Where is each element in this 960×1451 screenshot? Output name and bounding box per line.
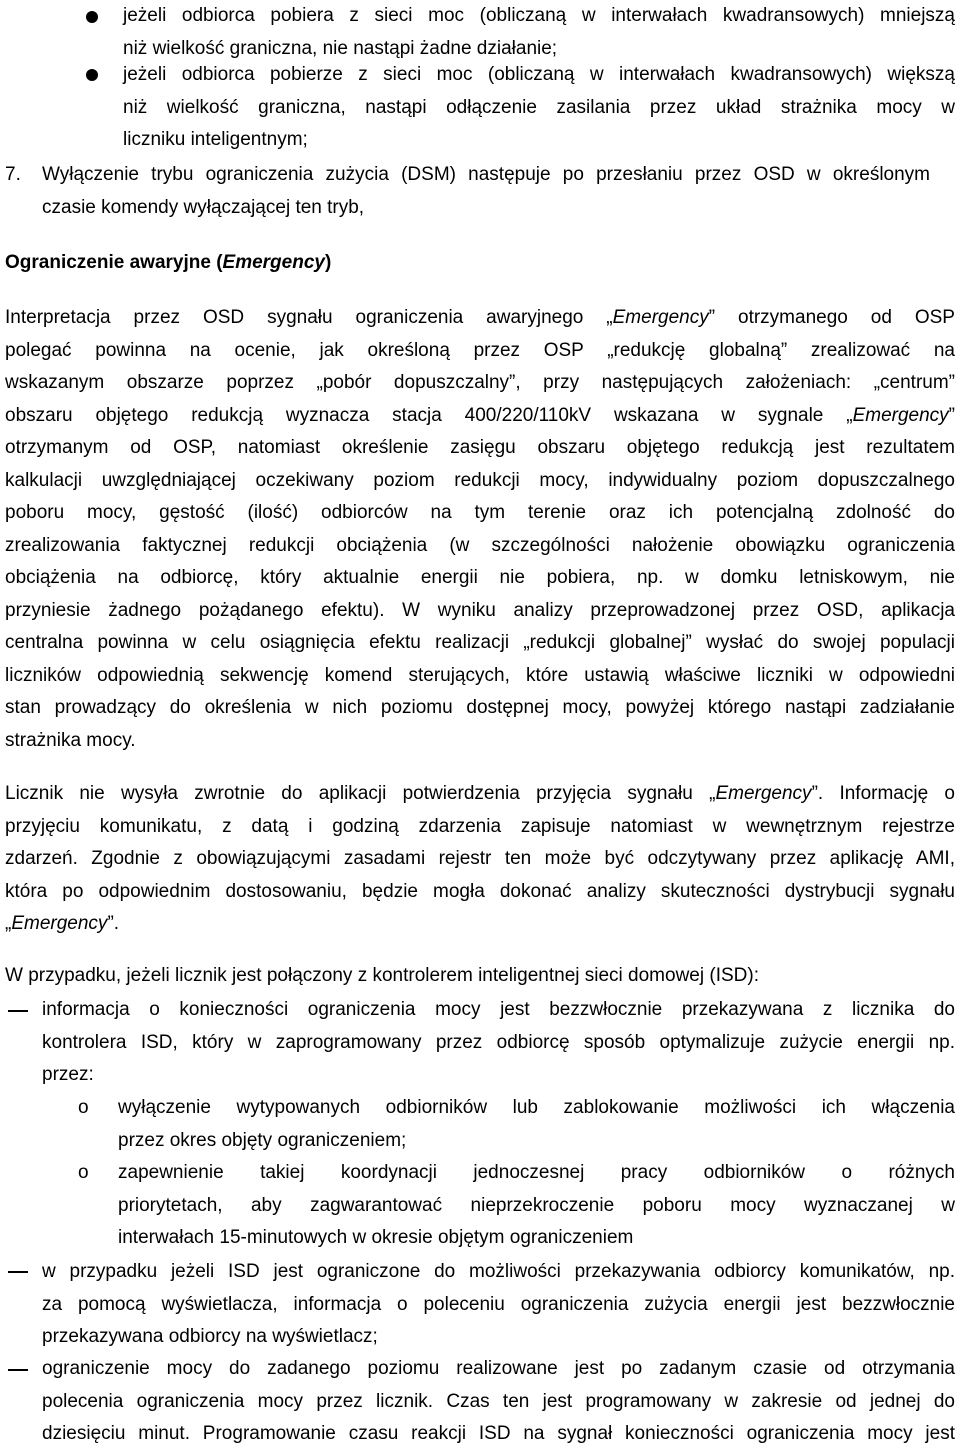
dash-item [42, 1353, 955, 1451]
section-heading [5, 252, 331, 274]
text-line: czasie komendy wyłączającej ten tryb, [42, 196, 365, 218]
bullet-item [123, 59, 955, 157]
text-line: Wyłączenie trybu ograniczenia zużycia (DSM) następuje po przesłaniu przez OSD w określonym [42, 164, 930, 185]
text-line: jeżeli odbiorca pobierze z sieci moc (obliczaną w interwałach kwadransowych) większą [123, 64, 955, 85]
text-line: polegać powinna na ocenie, jak określoną przez OSP „redukcję globalną” zrealizować na [5, 339, 955, 361]
text-line: niż wielkość graniczna, nie nastąpi żadne działanie; [123, 37, 558, 59]
text-line: polecenia ograniczenia mocy przez licznik. Czas ten jest programowany w zakresie od jednej do [42, 1390, 955, 1412]
text-line: zrealizowania faktycznej redukcji obciążenia (w szczególności nałożenie obowiązku ograniczenia [5, 534, 955, 556]
text-line: dziesięciu minut. Programowanie czasu reakcji ISD na sygnał konieczności ograniczenia mocy jest [42, 1423, 955, 1444]
bullet-item [123, 0, 955, 65]
paragraph [5, 778, 955, 941]
text-line: za pomocą wyświetlacza, informacja o poleceniu ograniczenia zużycia energii jest bezzwłocznie [42, 1293, 955, 1315]
dash-bullet-icon [8, 1369, 28, 1371]
text-line: strażnika mocy. [5, 729, 136, 751]
text-line: kontrolera ISD, który w zaprogramowany przez odbiorcę sposób optymalizuje zużycie energii np. [42, 1031, 955, 1053]
text-line: liczniku inteligentnym; [123, 129, 308, 150]
text-line: zapewnienie takiej koordynacji jednoczesnej pracy odbiorników o różnych [118, 1162, 955, 1183]
text-line: ograniczenie mocy do zadanego poziomu realizowane jest po zadanym czasie od otrzymania [42, 1358, 955, 1379]
dash-item [42, 994, 955, 1092]
text-line: w przypadku jeżeli ISD jest ograniczone do możliwości przekazywania odbiorcy komunikatów, np. [42, 1261, 955, 1282]
bullet-icon [86, 11, 98, 23]
text-line: informacja o konieczności ograniczenia mocy jest bezzwłocznie przekazywana z licznika do [42, 999, 955, 1020]
circle-bullet-icon: o [78, 1097, 89, 1118]
numbered-item [42, 159, 930, 224]
text-line: wyłączenie wytypowanych odbiorników lub zablokowanie możliwości ich włączenia [118, 1097, 955, 1118]
text-line: priorytetach, aby zagwarantować nieprzekroczenie poboru mocy wyznaczanej w [118, 1194, 955, 1216]
text-line: Interpretacja przez OSD sygnału ograniczenia awaryjnego „Emergency” otrzymanego od OSP [5, 307, 955, 328]
text-line: obciążenia na odbiorcę, który aktualnie energii nie pobiera, np. w domku letniskowym, nie [5, 567, 955, 588]
paragraph [5, 302, 955, 757]
text-line: przez okres objęty ograniczeniem; [118, 1129, 407, 1151]
text-line: liczników odpowiednią sekwencję komend sterujących, które ustawią właściwe liczniki w odpowiedni [5, 664, 955, 686]
text-line: otrzymanym od OSP, natomiast określenie zasięgu obszaru objętego redukcją jest rezultatem [5, 437, 955, 458]
text-line: przyjęciu komunikatu, z datą i godziną zdarzenia zapisuje natomiast w wewnętrznym rejestrze [5, 815, 955, 837]
text-line: kalkulacji uwzględniającej oczekiwany poziom redukcji mocy, indywidualny poziom dopuszczalnego [5, 469, 955, 491]
dash-item [42, 1256, 955, 1354]
text-line: przez: [42, 1064, 94, 1085]
text-line: niż wielkość graniczna, nastąpi odłączenie zasilania przez układ strażnika mocy w [123, 96, 955, 118]
sub-item [118, 1092, 955, 1157]
text-line: centralna powinna w celu osiągnięcia efektu realizacji „redukcji globalnej” wysłać do swojej populacji [5, 632, 955, 653]
sub-item [118, 1157, 955, 1255]
dash-bullet-icon [8, 1010, 28, 1012]
text-line: wskazanym obszarze poprzez „pobór dopuszczalny”, przy następujących założeniach: „centrum” [5, 372, 955, 393]
text-line: Licznik nie wysyła zwrotnie do aplikacji potwierdzenia przyjęcia sygnału „Emergency”. Informację o [5, 783, 955, 804]
dash-bullet-icon [8, 1271, 28, 1273]
list-number: 7. [5, 164, 21, 185]
text-line: stan prowadzący do określenia w nich poziomu dostępnej mocy, powyżej którego nastąpi zadziałanie [5, 697, 955, 718]
text-line: która po odpowiednim dostosowaniu, będzie mogła dokonać analizy skuteczności dystrybucji sygnału [5, 880, 955, 902]
bullet-icon [86, 69, 98, 81]
heading-text: Ograniczenie awaryjne ( [5, 252, 223, 273]
text-line: przyniesie żadnego pożądanego efektu). W wyniku analizy przeprowadzonej przez OSD, aplikacja [5, 599, 955, 621]
text-line: W przypadku, jeżeli licznik jest połączony z kontrolerem inteligentnej sieci domowej (ISD): [5, 965, 759, 986]
circle-bullet-icon: o [78, 1162, 89, 1183]
heading-text: ) [324, 252, 332, 273]
text-line: interwałach 15-minutowych w okresie objętym ograniczeniem [118, 1227, 634, 1248]
heading-emphasis: Emergency [222, 252, 325, 273]
text-line: „Emergency”. [5, 913, 120, 934]
text-line: obszaru objętego redukcją wyznacza stacja 400/220/110kV wskazana w sygnale „Emergency” [5, 404, 955, 426]
paragraph [5, 960, 955, 993]
text-line: przekazywana odbiorcy na wyświetlacz; [42, 1326, 378, 1347]
text-line: zdarzeń. Zgodnie z obowiązującymi zasadami rejestr ten może być odczytywany przez aplikację AMI, [5, 848, 955, 869]
text-line: poboru mocy, gęstość (ilość) odbiorców na tym terenie oraz ich potencjalną zdolność do [5, 502, 955, 523]
text-line: jeżeli odbiorca pobiera z sieci moc (obliczaną w interwałach kwadransowych) mniejszą [123, 5, 955, 26]
